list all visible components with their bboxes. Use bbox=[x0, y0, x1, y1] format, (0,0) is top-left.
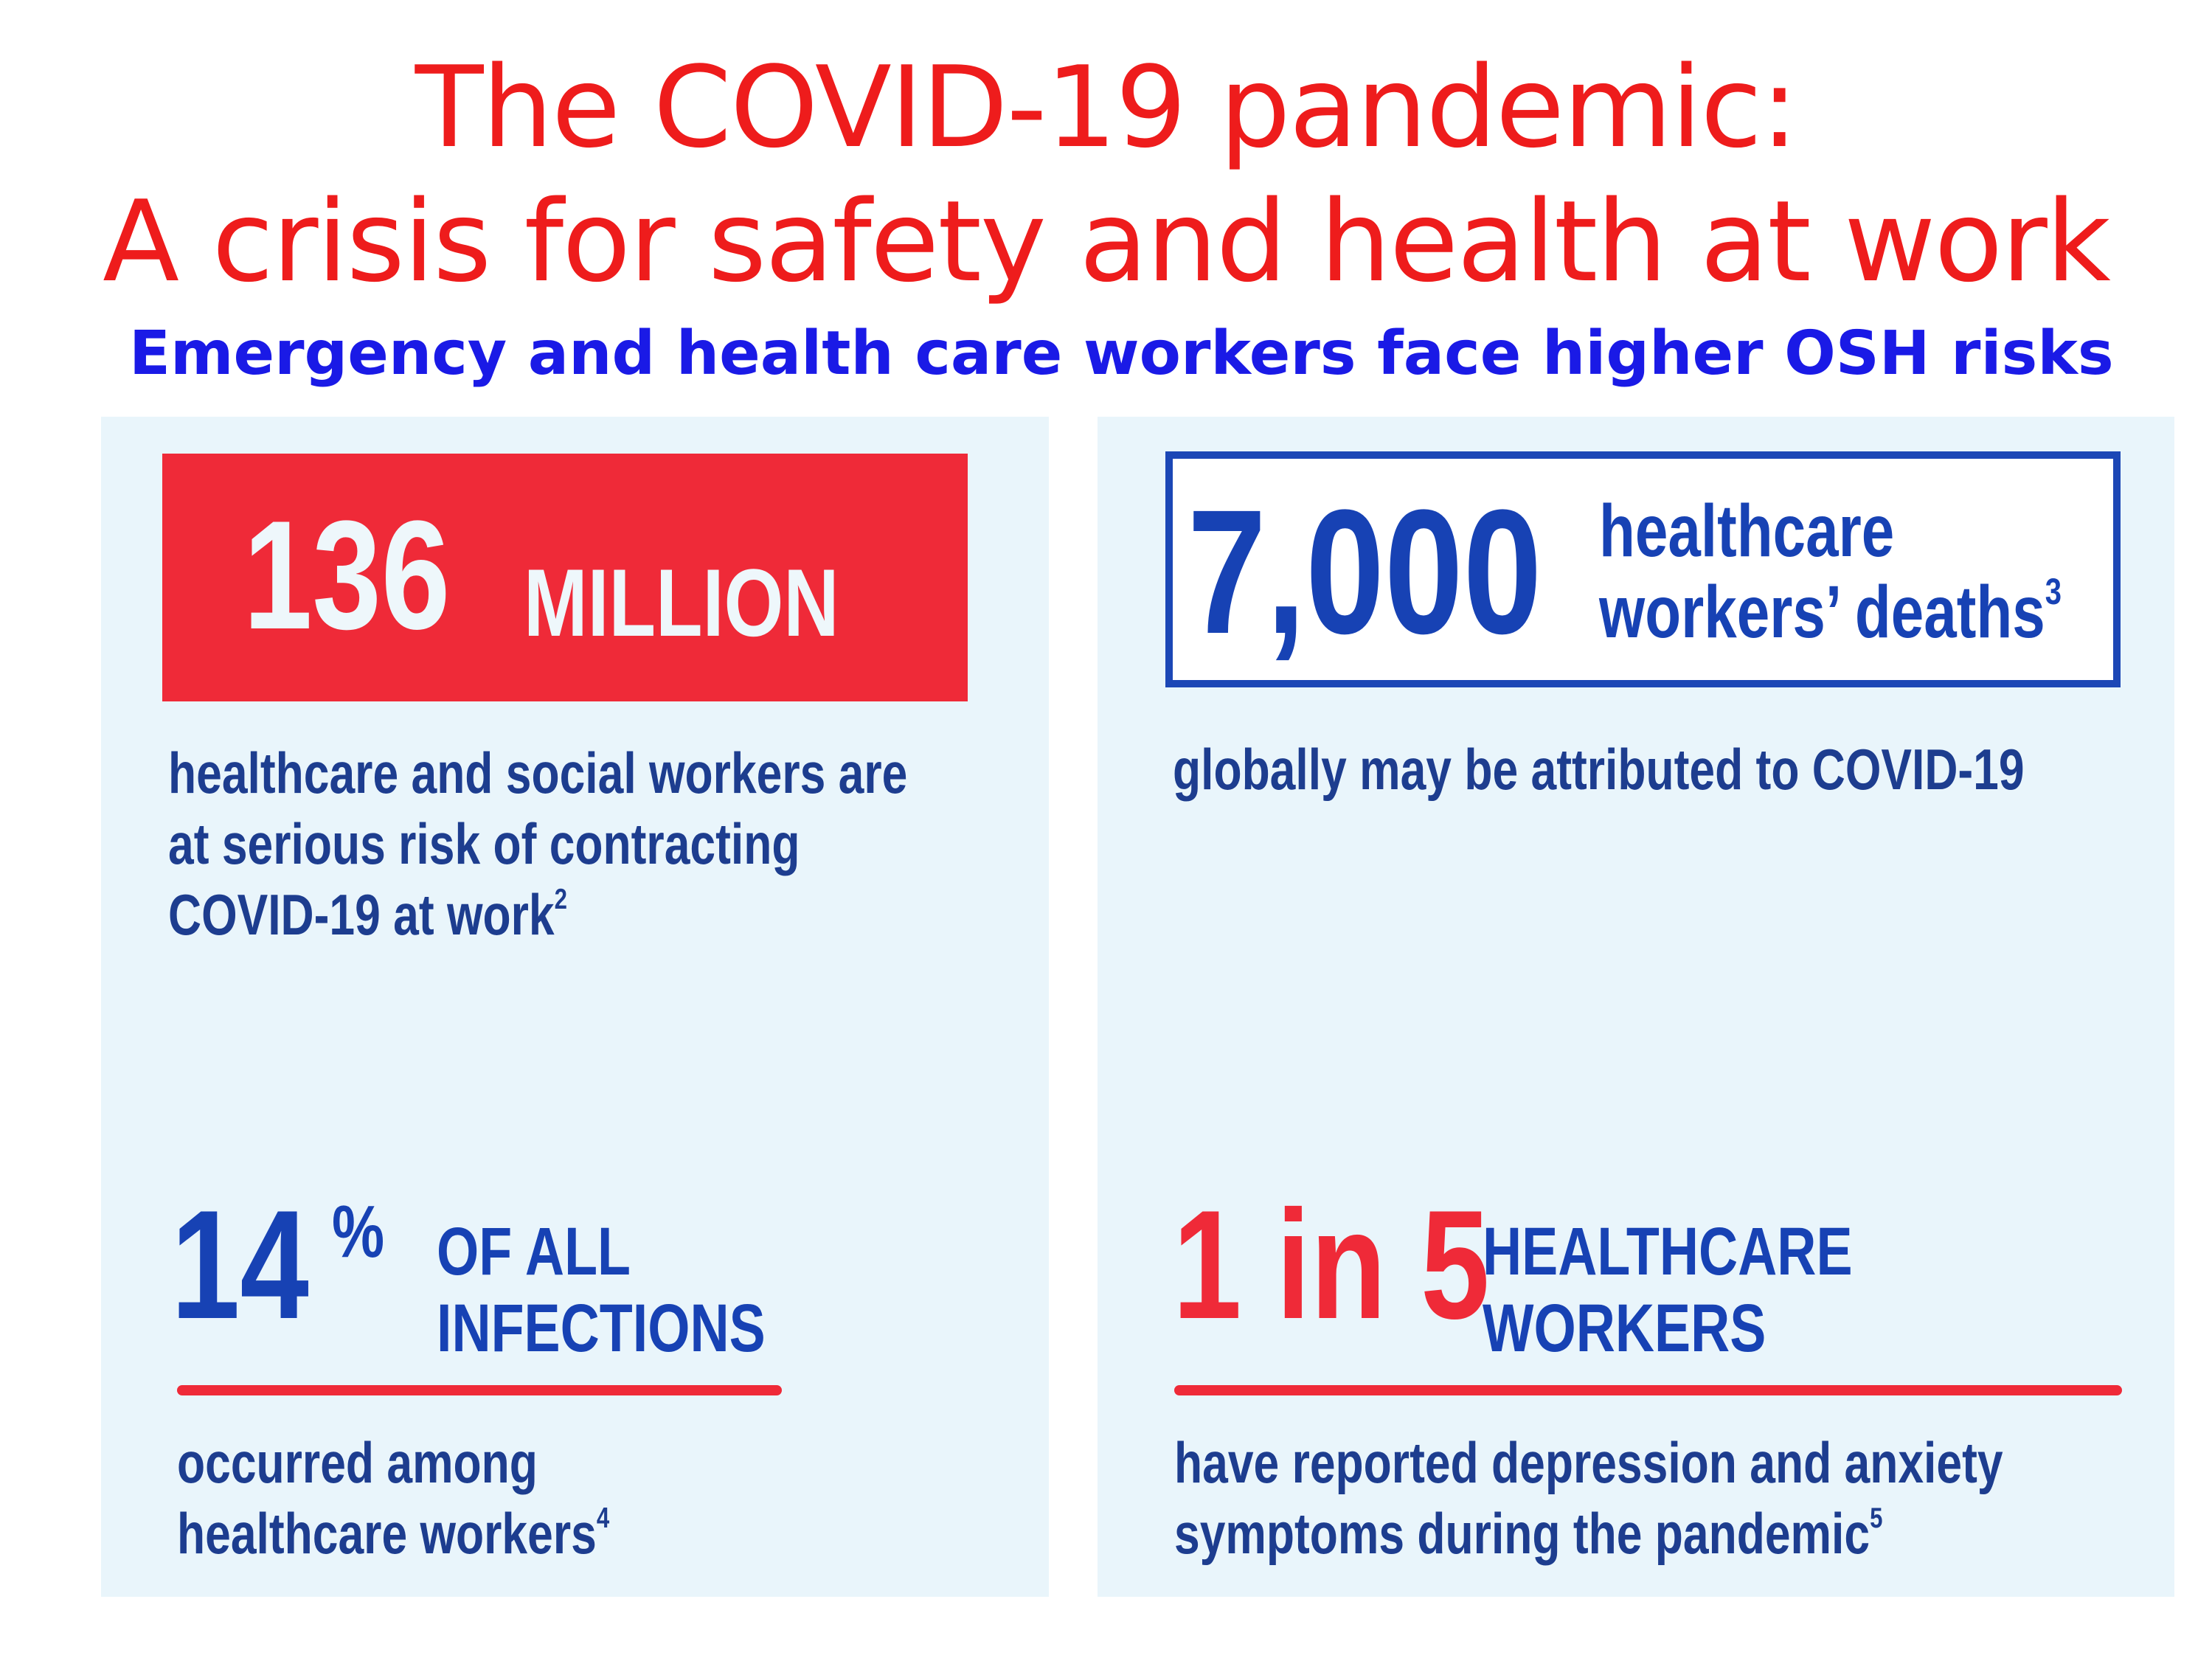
slide-title-line-1: The COVID-19 pandemic: bbox=[415, 42, 1797, 173]
million-unit: MILLION bbox=[524, 549, 839, 656]
depression-divider bbox=[1174, 1385, 2122, 1395]
deaths-number: 7,000 bbox=[1188, 473, 1542, 670]
depression-description bbox=[1174, 1427, 2210, 1569]
infections-label-line-2: INFECTIONS bbox=[437, 1291, 766, 1366]
million-description bbox=[168, 738, 1092, 950]
depression-label bbox=[1483, 1213, 1945, 1367]
depression-label-line-1: HEALTHCARE bbox=[1483, 1214, 1853, 1289]
million-description-line-1: healthcare and social workers are bbox=[168, 741, 908, 805]
infections-divider bbox=[177, 1385, 782, 1395]
infections-label bbox=[437, 1213, 847, 1367]
depression-description-line-1: have reported depression and anxiety bbox=[1174, 1430, 2003, 1495]
deaths-description: globally may be attributed to COVID-19 bbox=[1173, 737, 2025, 802]
deaths-label-line-2: workers’ deaths bbox=[1599, 571, 2045, 653]
depression-label-line-2: WORKERS bbox=[1483, 1291, 1767, 1366]
slide-title-line-2: A crisis for safety and health at work bbox=[103, 176, 2109, 307]
million-description-line-2: at serious risk of contracting bbox=[168, 811, 800, 876]
depression-number: 1 in 5 bbox=[1173, 1178, 1490, 1351]
infections-number: 14 bbox=[171, 1178, 309, 1351]
footnote-ref-4: 4 bbox=[596, 1502, 610, 1534]
million-description-line-3: COVID-19 at work bbox=[168, 882, 555, 947]
slide-subtitle: Emergency and health care workers face higher OSH risks bbox=[129, 319, 2114, 389]
footnote-ref-2: 2 bbox=[554, 883, 567, 915]
infections-description-line-1: occurred among bbox=[177, 1430, 538, 1495]
slide-title bbox=[0, 41, 2212, 309]
infections-description-line-2: healthcare workers bbox=[177, 1501, 597, 1566]
infections-label-line-1: OF ALL bbox=[437, 1214, 631, 1289]
footnote-ref-3: 3 bbox=[2045, 571, 2062, 612]
footnote-ref-5: 5 bbox=[1870, 1502, 1883, 1534]
deaths-label-line-1: healthcare bbox=[1599, 490, 1895, 572]
deaths-label bbox=[1599, 490, 2177, 653]
million-number: 136 bbox=[243, 488, 451, 662]
depression-description-line-2: symptoms during the pandemic bbox=[1174, 1501, 1871, 1566]
percent-sign: % bbox=[332, 1190, 385, 1273]
infections-description bbox=[177, 1427, 718, 1569]
